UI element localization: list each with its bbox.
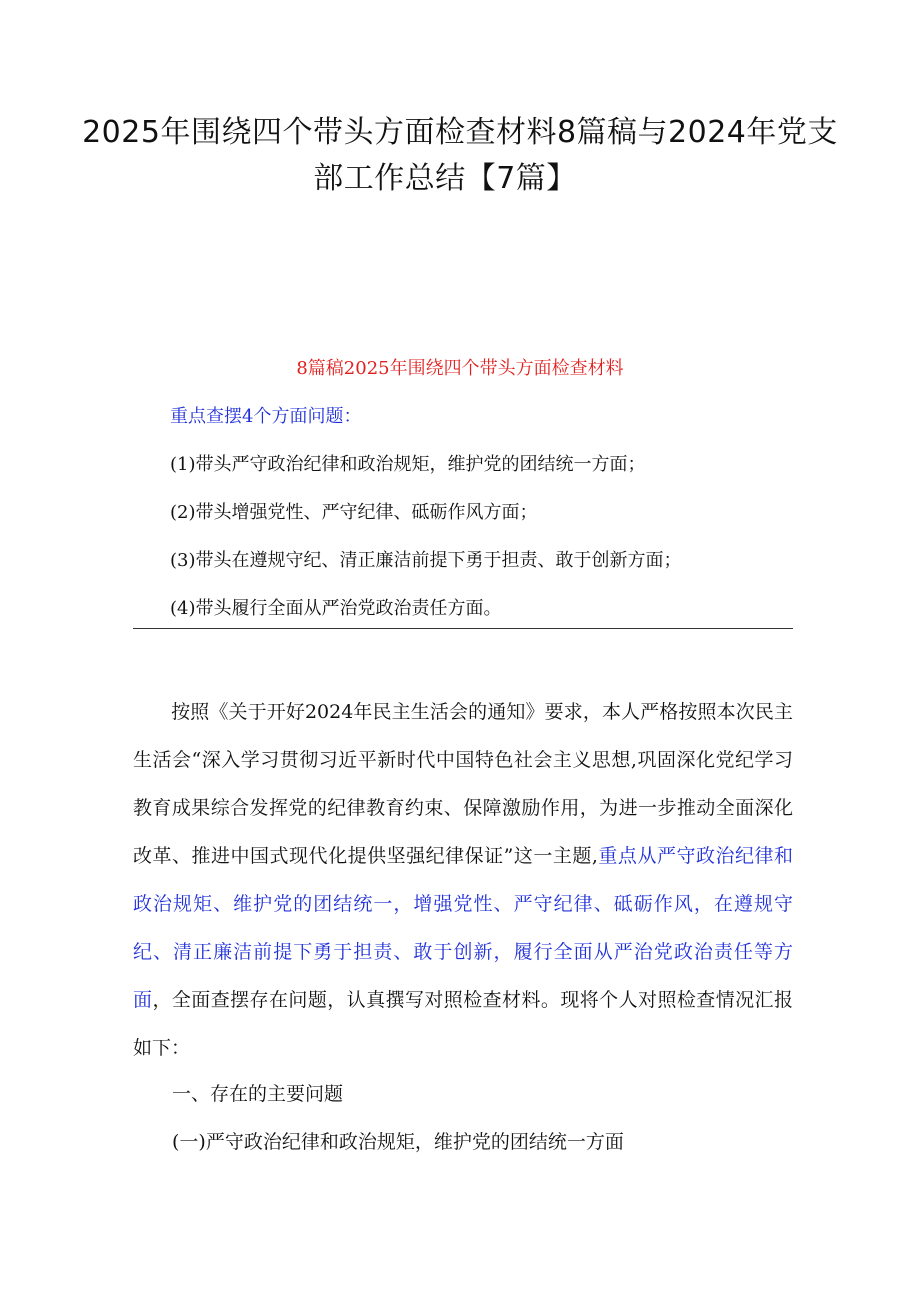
body-text-part-3: ，全面查摆存在问题，认真撰写对照检查材料。现将个人对照检查情况汇报如下： [133,989,793,1059]
document-title-line-1: 2025年围绕四个带头方面检查材料8篇稿与2024年党支 [82,115,838,150]
focus-item-1: (1)带头严守政治纪律和政治规矩，维护党的团结统一方面； [170,454,646,475]
focus-heading: 重点查摆4个方面问题： [170,406,362,427]
horizontal-divider [133,628,793,629]
document-title-line-2: 部工作总结【7篇】 [313,161,577,196]
focus-list [170,452,682,644]
section-subtitle: 8篇稿2025年围绕四个带头方面检查材料 [296,358,624,379]
section-heading-1-1: (一)严守政治纪律和政治规矩，维护党的团结统一方面 [172,1131,624,1153]
body-paragraph [133,688,793,1072]
body-text-part-1: 按照《关于开好2024年民主生活会的通知》要求，本人严格按照本次民主生活会“深入学习贯彻习近平新时代中国特色社会主义思想,巩固深化党纪学习教育成果综合发挥党的纪律教育约束、保障激励作用，为进一步推动全面深化改革、推进中国式现代化提供坚强纪律保证”这一主题, [133,701,793,867]
focus-item-4: (4)带头履行全面从严治党政治责任方面。 [170,598,502,619]
focus-item-3: (3)带头在遵规守纪、清正廉洁前提下勇于担责、敢于创新方面； [170,550,682,571]
focus-item-2: (2)带头增强党性、严守纪律、砥砺作风方面； [170,502,538,523]
body-text-highlight: 重点从严守政治纪律和政治规矩、维护党的团结统一，增强党性、严守纪律、砥砺作风，在遵规守纪、清正廉洁前提下勇于担责、敢于创新，履行全面从严治党政治责任等方面 [133,845,793,1011]
section-heading-1: 一、存在的主要问题 [172,1083,344,1105]
document-title [0,110,920,202]
